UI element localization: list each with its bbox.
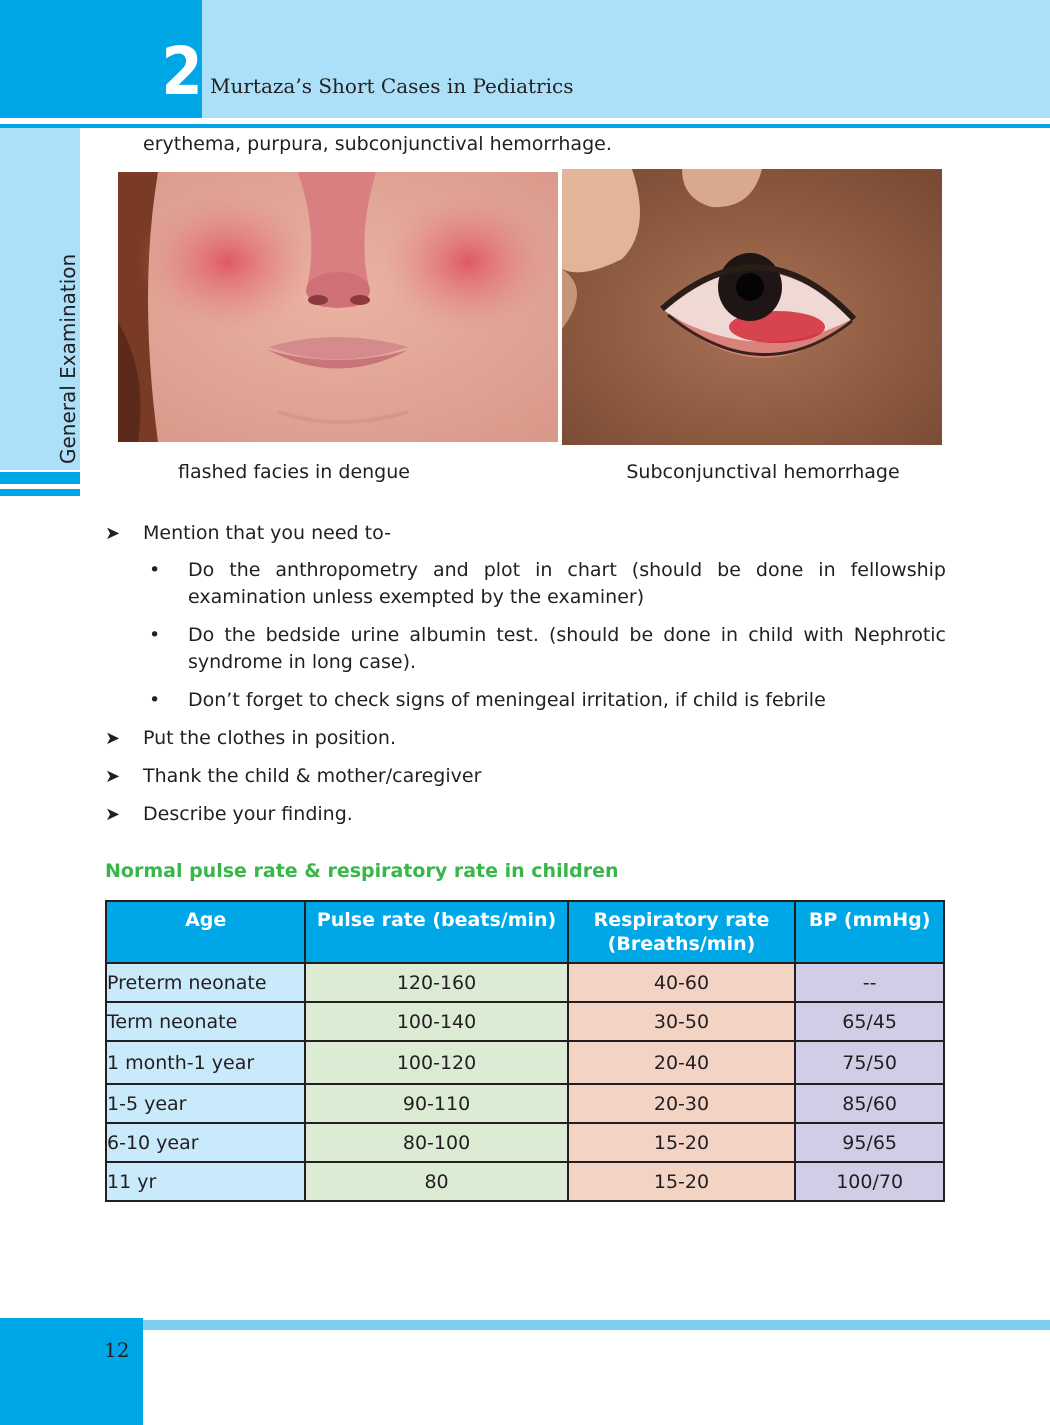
bullet-text: Do the anthropometry and plot in chart (should be done in fellowship examination unless exempted by the examiner): [188, 559, 946, 608]
list-item: [104, 763, 946, 790]
vital-signs-table: [105, 900, 945, 1202]
header-pulse: Pulse rate (beats/min): [305, 901, 567, 963]
arrow-bullet-icon: ➤: [105, 728, 121, 749]
list-item: [104, 520, 946, 714]
step-mention: Mention that you need to-: [143, 522, 391, 544]
table-header-row: [106, 901, 944, 963]
header-resp-line2: (Breaths/min): [607, 933, 756, 955]
table-row: [106, 1162, 944, 1201]
footer-rule: [143, 1320, 1050, 1330]
step-text: Thank the child & mother/caregiver: [143, 765, 482, 787]
header-band: [202, 0, 1050, 118]
chapter-number: 2: [161, 33, 201, 110]
cell-age: 1 month-1 year: [106, 1041, 305, 1084]
bullet-icon: •: [149, 559, 161, 581]
cell-pulse: 100-120: [305, 1041, 567, 1084]
header-age: Age: [106, 901, 305, 963]
figure-caption-right: Subconjunctival hemorrhage: [626, 461, 900, 483]
cell-age: 11 yr: [106, 1162, 305, 1201]
cell-age: 6-10 year: [106, 1123, 305, 1162]
bullet-icon: •: [149, 689, 161, 711]
bullet-text: Don’t forget to check signs of meningeal irritation, if child is febrile: [188, 689, 826, 711]
table-title: Normal pulse rate & respiratory rate in children: [105, 860, 619, 882]
list-item: [104, 801, 946, 828]
header-rule: [0, 124, 1050, 128]
photo-subconjunctival-hemorrhage: [562, 169, 942, 445]
cell-bp: 65/45: [795, 1002, 944, 1041]
cell-resp: 15-20: [568, 1123, 796, 1162]
table-row: [106, 1084, 944, 1123]
book-title: Murtaza’s Short Cases in Pediatrics: [210, 74, 574, 98]
cell-age: Term neonate: [106, 1002, 305, 1041]
cell-age: 1-5 year: [106, 1084, 305, 1123]
section-side-label: General Examination: [56, 253, 80, 464]
cell-resp: 20-40: [568, 1041, 796, 1084]
list-item: [143, 557, 946, 611]
side-tab-bar: [0, 472, 80, 484]
cell-resp: 20-30: [568, 1084, 796, 1123]
photo-flushed-facies: [118, 172, 558, 442]
cell-resp: 40-60: [568, 963, 796, 1002]
cell-pulse: 90-110: [305, 1084, 567, 1123]
list-item: [104, 725, 946, 752]
table-row: [106, 1041, 944, 1084]
cell-pulse: 120-160: [305, 963, 567, 1002]
side-tab-bar-thin: [0, 489, 80, 496]
list-item: [143, 622, 946, 676]
cell-resp: 30-50: [568, 1002, 796, 1041]
table-row: [106, 1123, 944, 1162]
step-text: Describe your finding.: [143, 803, 353, 825]
sub-list: [143, 557, 946, 714]
cell-bp: 75/50: [795, 1041, 944, 1084]
steps-list: [104, 520, 946, 839]
table-row: [106, 963, 944, 1002]
page-number: 12: [104, 1338, 130, 1362]
list-item: [143, 687, 946, 714]
header-resp-line1: Respiratory rate: [593, 909, 770, 931]
arrow-bullet-icon: ➤: [105, 804, 121, 825]
bullet-icon: •: [149, 624, 161, 646]
cell-pulse: 80: [305, 1162, 567, 1201]
table-row: [106, 1002, 944, 1041]
arrow-bullet-icon: ➤: [105, 523, 121, 544]
header-respiratory: [568, 901, 796, 963]
cell-age: Preterm neonate: [106, 963, 305, 1002]
cell-pulse: 80-100: [305, 1123, 567, 1162]
cell-resp: 15-20: [568, 1162, 796, 1201]
step-text: Put the clothes in position.: [143, 727, 397, 749]
cell-bp: --: [795, 963, 944, 1002]
cell-pulse: 100-140: [305, 1002, 567, 1041]
figure-caption-left: flashed facies in dengue: [178, 461, 410, 483]
header-bp: BP (mmHg): [795, 901, 944, 963]
footer-accent-block: [0, 1318, 143, 1425]
arrow-bullet-icon: ➤: [105, 766, 121, 787]
intro-text: erythema, purpura, subconjunctival hemorrhage.: [143, 133, 612, 155]
cell-bp: 95/65: [795, 1123, 944, 1162]
bullet-text: Do the bedside urine albumin test. (should be done in child with Nephrotic syndrome in long case).: [188, 624, 946, 673]
cell-bp: 100/70: [795, 1162, 944, 1201]
cell-bp: 85/60: [795, 1084, 944, 1123]
